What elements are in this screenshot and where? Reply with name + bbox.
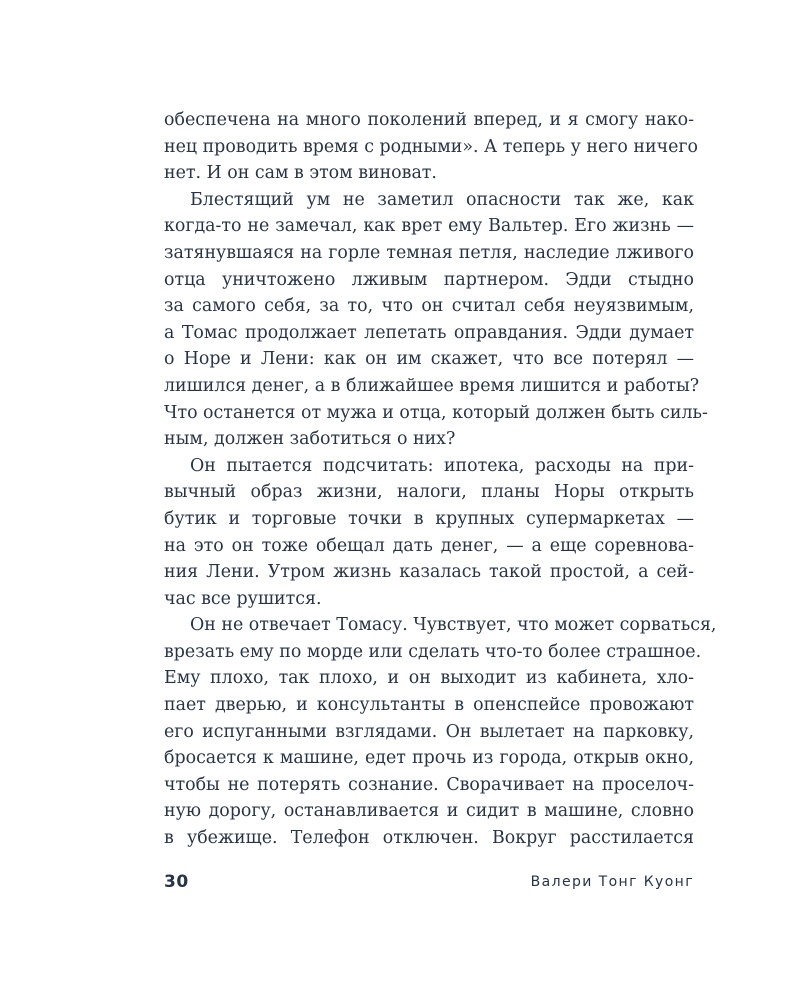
page-number: 30 bbox=[164, 872, 189, 892]
body-text bbox=[164, 107, 717, 852]
text-line: ным, должен заботиться о них? bbox=[164, 429, 456, 450]
text-line: лишился денег, а в ближайшее время лишится и работы? bbox=[164, 375, 700, 396]
text-line: а Томас продолжает лепетать оправдания. Эдди думает bbox=[164, 322, 694, 343]
text-line: затянувшаяся на горле темная петля, наследие лживого bbox=[164, 242, 694, 263]
text-line: пает дверью, и консультанты в опенспейсе провожают bbox=[164, 695, 694, 716]
text-line: в убежище. Телефон отключен. Вокруг расстилается bbox=[164, 828, 694, 849]
text-line: бутик и торговые точки в крупных супермаркетах — bbox=[164, 508, 694, 529]
text-line: Он не отвечает Томасу. Чувствует, что может сорваться, bbox=[190, 615, 717, 636]
text-line: Что останется от мужа и отца, который должен быть силь- bbox=[164, 402, 708, 423]
text-line: вычный образ жизни, налоги, планы Норы открыть bbox=[164, 482, 694, 503]
text-line: его испуганными взглядами. Он вылетает на парковку, bbox=[164, 721, 694, 742]
text-line: обеспечена на много поколений вперед, и я смогу нако- bbox=[164, 110, 694, 130]
text-line: ную дорогу, останавливается и сидит в машине, словно bbox=[164, 801, 694, 822]
text-line: Ему плохо, так плохо, и он выходит из кабинета, хло- bbox=[164, 668, 694, 689]
text-line: о Норе и Лени: как он им скажет, что все потерял — bbox=[164, 349, 694, 370]
text-line: Он пытается подсчитать: ипотека, расходы на при- bbox=[190, 455, 694, 476]
text-line: когда-то не замечал, как врет ему Вальтер. Его жизнь — bbox=[164, 216, 694, 237]
text-line: врезать ему по морде или сделать что-то более страшное. bbox=[164, 641, 702, 662]
text-line: бросается к машине, едет прочь из города, открыв окно, bbox=[164, 748, 694, 769]
text-line: нец проводить время с родными». А теперь у него ничего bbox=[164, 136, 698, 157]
running-head: Валери Тонг Куонг bbox=[530, 874, 694, 890]
text-line: чтобы не потерять сознание. Сворачивает на проселоч- bbox=[164, 774, 694, 795]
text-line: отца уничтожено лживым партнером. Эдди стыдно bbox=[164, 269, 694, 290]
text-line: на это он тоже обещал дать денег, — а еще соревнова- bbox=[164, 535, 694, 556]
text-line: Блестящий ум не заметил опасности так же, как bbox=[190, 189, 694, 210]
page-footer bbox=[164, 872, 694, 896]
text-line: нет. И он сам в этом виноват. bbox=[164, 163, 437, 184]
text-line: за самого себя, за то, что он считал себя неуязвимым, bbox=[164, 296, 694, 317]
text-line: ния Лени. Утром жизнь казалась такой простой, а сей- bbox=[164, 562, 694, 583]
text-line: час все рушится. bbox=[164, 588, 322, 609]
